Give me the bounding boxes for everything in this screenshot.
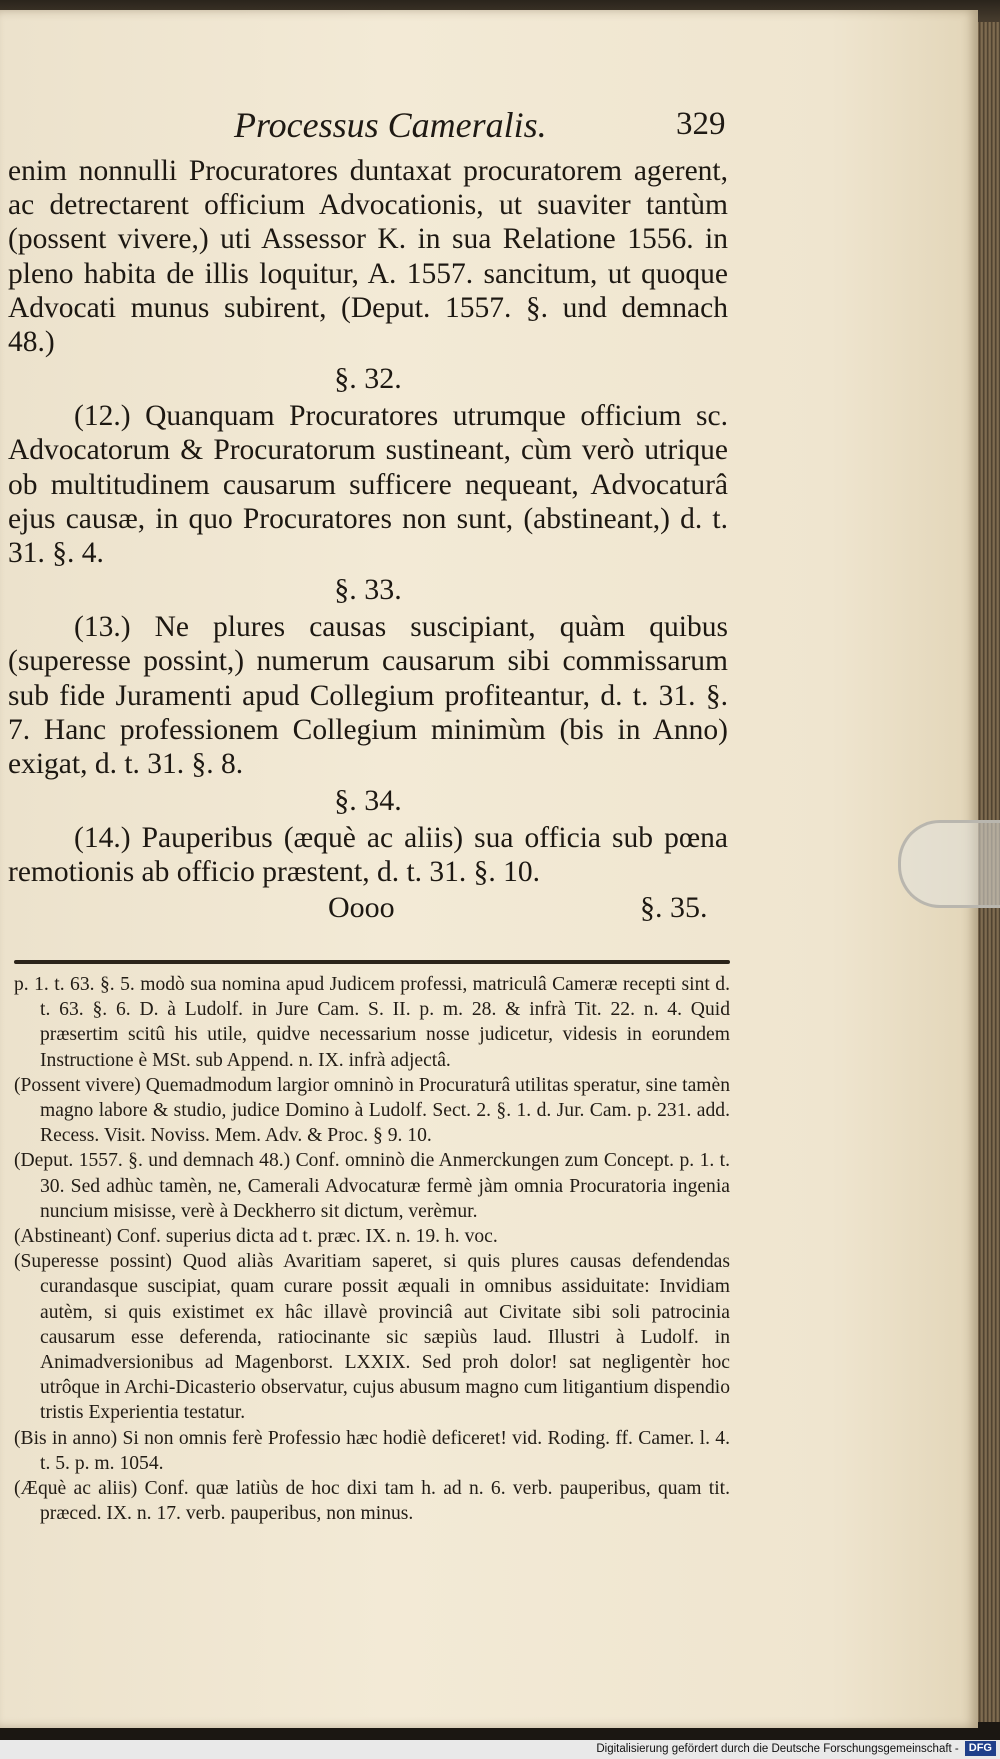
main-text <box>8 154 728 926</box>
signature-line <box>8 890 728 926</box>
paragraph-14: (14.) Pauperibus (æquè ac aliis) sua officia sub pœna remotionis ab officio præstent, d. t. 31. §. 10. <box>8 822 728 889</box>
footnote: (Possent vivere) Quemadmodum largior omninò in Procuraturâ utilitas speratur, sine tamèn magno labore & studio, judice Domino à Ludolf. Sect. 2. §. 1. d. Jur. Cam. p. 231. add. Recess. Visit. Noviss. Mem. Adv. & Proc. § 9. 10. <box>14 1074 730 1147</box>
paragraph-12: (12.) Quanquam Procuratores utrumque officium sc. Advocatorum & Procuratorum sustineant, cùm verò utrique ob multitudinem causarum sufficere nequeant, Advocaturâ ejus causæ, in quo Procuratores non sunt, (abstineant,) d. t. 31. §. 4. <box>8 400 728 570</box>
digitization-credit <box>0 1740 1000 1759</box>
section-heading-32: §. 32. <box>334 362 402 396</box>
running-title: Processus Cameralis. <box>234 105 547 145</box>
page-clip <box>898 820 1000 908</box>
footnote: p. 1. t. 63. §. 5. modò sua nomina apud Judicem professi, matriculâ Cameræ recepti sint d. t. 63. §. 6. D. à Ludolf. in Jure Cam. S. II. p. m. 28. & infrà Tit. 22. n. 4. Quid præsertim scitû his utile, quidve necessarium nosse judicetur, videsis in eorundem Instructione è MSt. sub Append. n. IX. infrà adjectâ. <box>14 974 730 1071</box>
catchword: §. 35. <box>640 890 708 924</box>
page-number: 329 <box>676 106 726 142</box>
credit-text: Digitalisierung gefördert durch die Deutsche Forschungsgemeinschaft - <box>596 1743 959 1755</box>
signature-mark: Oooo <box>328 890 395 924</box>
footnote-rule <box>14 960 730 964</box>
paragraph-continuation: enim nonnulli Procuratores duntaxat procuratorem agerent, ac detrectarent officium Advocationis, ut suaviter tantùm (possent vivere,) uti Assessor K. in sua Relatione 1556. in pleno habita de illis loquitur, A. 1557. sancitum, ut quoque Advocati munus subirent, (Deput. 1557. §. und demnach 48.) <box>8 155 728 359</box>
page-header <box>0 104 940 152</box>
section-heading-33: §. 33. <box>334 573 402 607</box>
footnote: (Deput. 1557. §. und demnach 48.) Conf. omninò die Anmerckungen zum Concept. p. 1. t. 30. Sed adhùc tamèn, ne, Camerali Advocaturæ fermè jàm omnia Procuratoria ingenia nuncium misisse, verè à Deckherro sit dictum, verèmur. <box>14 1150 730 1222</box>
dfg-logo: DFG <box>965 1741 996 1756</box>
footnote: (Bis in anno) Si non omnis ferè Professio hæc hodiè deficeret! vid. Roding. ff. Camer. l. 4. t. 5. p. m. 1054. <box>14 1427 730 1474</box>
section-heading-34: §. 34. <box>334 784 402 818</box>
book-page <box>0 10 978 1728</box>
paragraph-13: (13.) Ne plures causas suscipiant, quàm quibus (superesse possint,) numerum causarum sibi commissarum sub fide Juramenti apud Collegium profiteantur, d. t. 31. §. 7. Hanc professionem Collegium minimùm (bis in Anno) exigat, d. t. 31. §. 8. <box>8 611 728 781</box>
footnote: (Abstineant) Conf. superius dicta ad t. præc. IX. n. 19. h. voc. <box>14 1226 498 1248</box>
footnote: (Superesse possint) Quod aliàs Avaritiam saperet, si quis plures causas defendendas curandasque suscipiat, quam curare possit æquali in omnibus assiduitate: Invidiam autèm, si quis existimet ex hâc illavè provinciâ aut Civitate sibi soli patrocinia causarum esse deferenda, ratiocinante sic sæpiùs laud. Illustri à Ludolf. in Animadversionibus ad Magenborst. LXXIX. Sed proh dolor! sat negligentèr hoc utrôque in Archi-Dicasterio observatur, cujus abusum magno cum litigantium dispendio tristis Experientia testatur. <box>14 1251 730 1424</box>
footnotes <box>14 972 730 1526</box>
footnote: (Æquè ac aliis) Conf. quæ latiùs de hoc dixi tam h. ad n. 6. verb. pauperibus, quam tit. præced. IX. n. 17. verb. pauperibus, non minus. <box>14 1478 730 1525</box>
